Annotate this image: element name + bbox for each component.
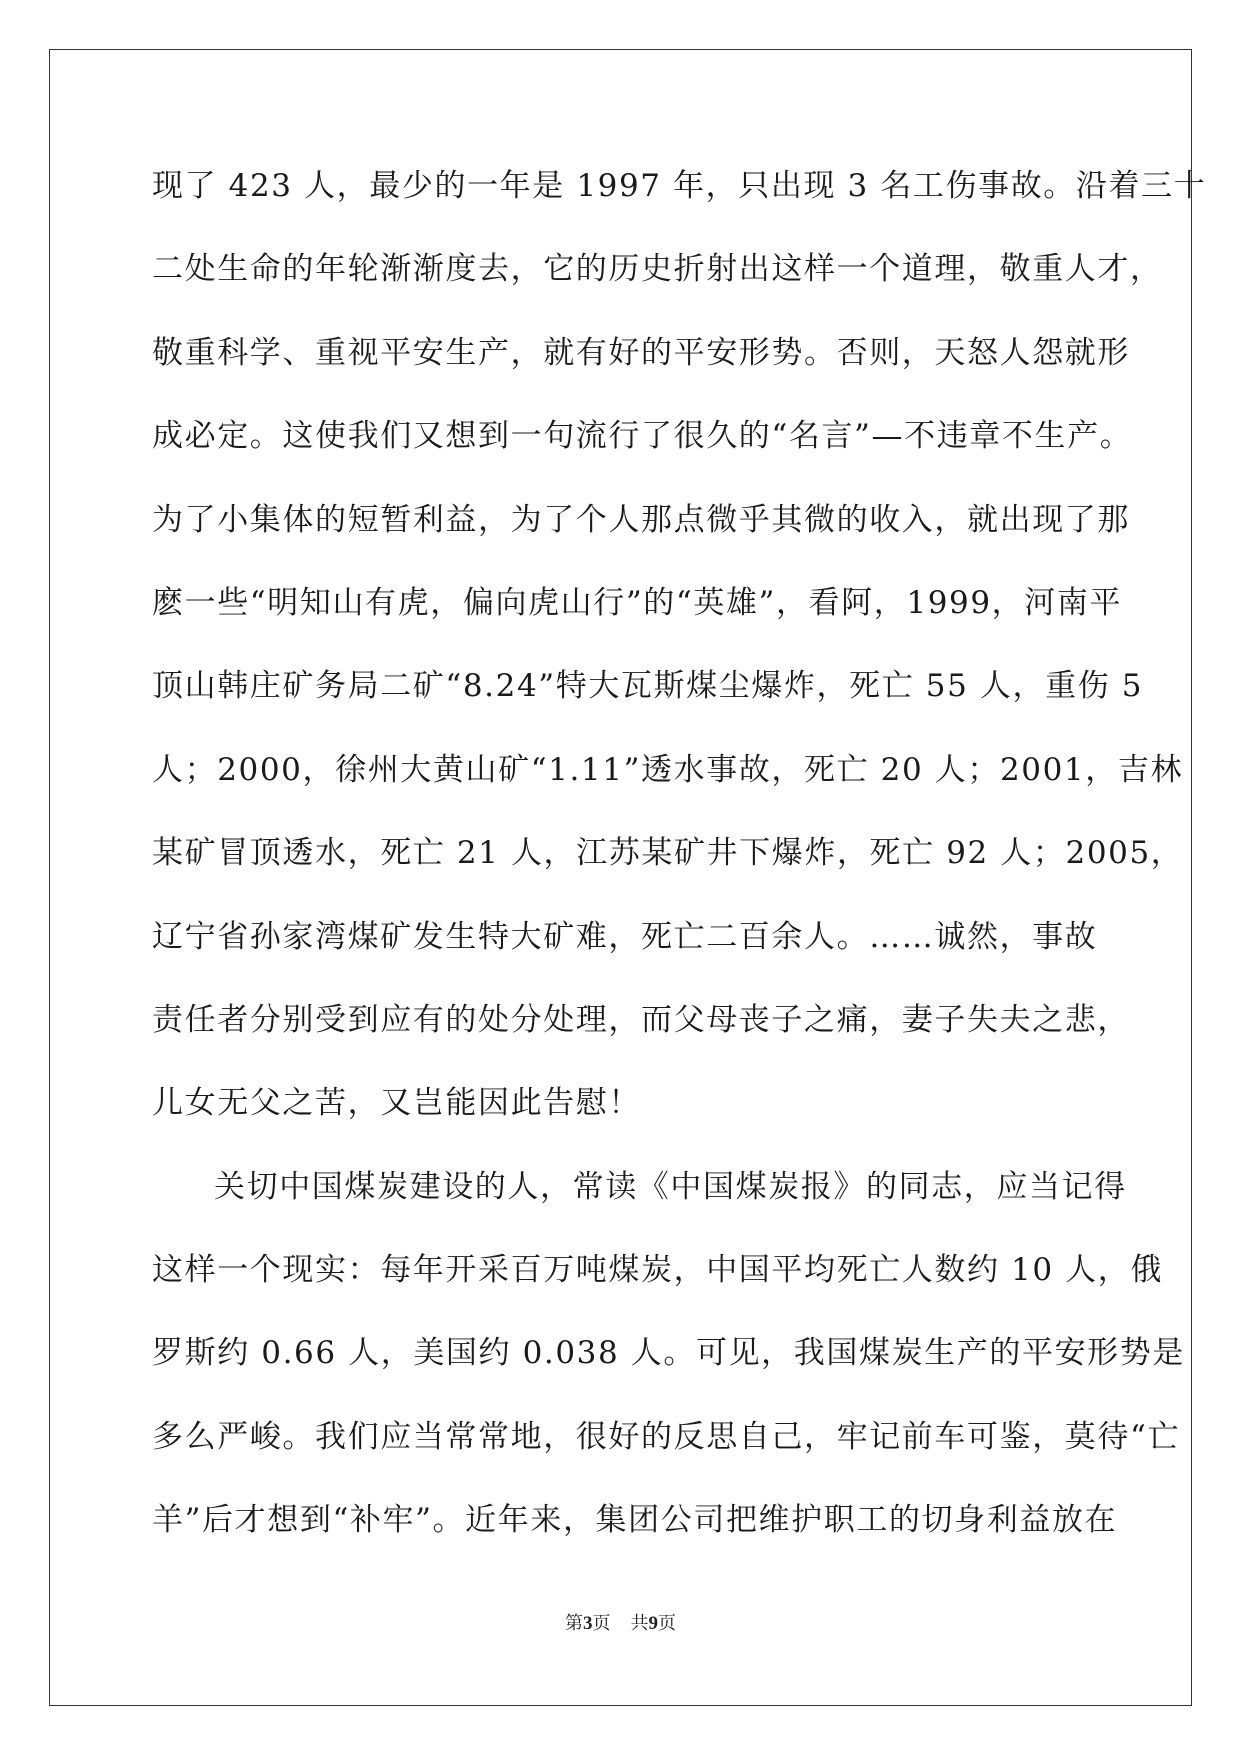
text-line: 多么严峻。我们应当常常地，很好的反思自己，牢记前车可鉴，莫待“亡 bbox=[152, 1418, 1181, 1455]
text-line: 罗斯约 0.66 人，美国约 0.038 人。可见，我国煤炭生产的平安形势是 bbox=[152, 1335, 1185, 1372]
document-body bbox=[152, 160, 1207, 1578]
text-line: 为了小集体的短暂利益，为了个人那点微乎其微的收入，就出现了那 bbox=[152, 501, 1130, 538]
text-line: 成必定。这使我们又想到一句流行了很久的“名言”—不违章不生产。 bbox=[152, 418, 1133, 455]
text-line: 现了 423 人，最少的一年是 1997 年，只出现 3 名工伤事故。沿着三十 bbox=[152, 168, 1207, 204]
text-line: 责任者分别受到应有的处分处理，而父母丧子之痛，妻子失夫之悲， bbox=[152, 1001, 1130, 1038]
footer-total-suffix: 页 bbox=[658, 1613, 676, 1634]
total-pages-number: 9 bbox=[648, 1613, 658, 1634]
footer-prefix: 第 bbox=[565, 1613, 583, 1634]
text-line: 羊”后才想到“补牢”。近年来，集团公司把维护职工的切身利益放在 bbox=[152, 1502, 1118, 1539]
text-line: 敬重科学、重视平安生产，就有好的平安形势。否则，天怒人怨就形 bbox=[152, 334, 1130, 371]
text-line: 顶山韩庄矿务局二矿“8.24”特大瓦斯煤尘爆炸，死亡 55 人，重伤 5 bbox=[152, 668, 1144, 705]
text-line: 人；2000，徐州大黄山矿“1.11”透水事故，死亡 20 人；2001，吉林 bbox=[152, 751, 1184, 788]
text-line: 儿女无父之苦，又岂能因此告慰！ bbox=[152, 1085, 641, 1122]
text-line: 辽宁省孙家湾煤矿发生特大矿难，死亡二百余人。……诚然，事故 bbox=[152, 918, 1098, 955]
text-line: 这样一个现实：每年开采百万吨煤炭，中国平均死亡人数约 10 人，俄 bbox=[152, 1252, 1163, 1289]
current-page-number: 3 bbox=[583, 1613, 593, 1634]
page-footer bbox=[0, 1609, 1241, 1635]
text-line: 二处生命的年轮渐渐度去，它的历史折射出这样一个道理，敬重人才， bbox=[152, 251, 1163, 288]
footer-total-prefix: 共 bbox=[630, 1613, 649, 1634]
footer-page-word: 页 bbox=[592, 1613, 611, 1634]
text-line: 麽一些“明知山有虎，偏向虎山行”的“英雄”，看阿，1999，河南平 bbox=[152, 584, 1123, 621]
paragraph-first-line: 关切中国煤炭建设的人，常读《中国煤炭报》的同志，应当记得 bbox=[214, 1168, 1127, 1205]
text-line: 某矿冒顶透水，死亡 21 人，江苏某矿井下爆炸，死亡 92 人；2005， bbox=[152, 835, 1184, 872]
